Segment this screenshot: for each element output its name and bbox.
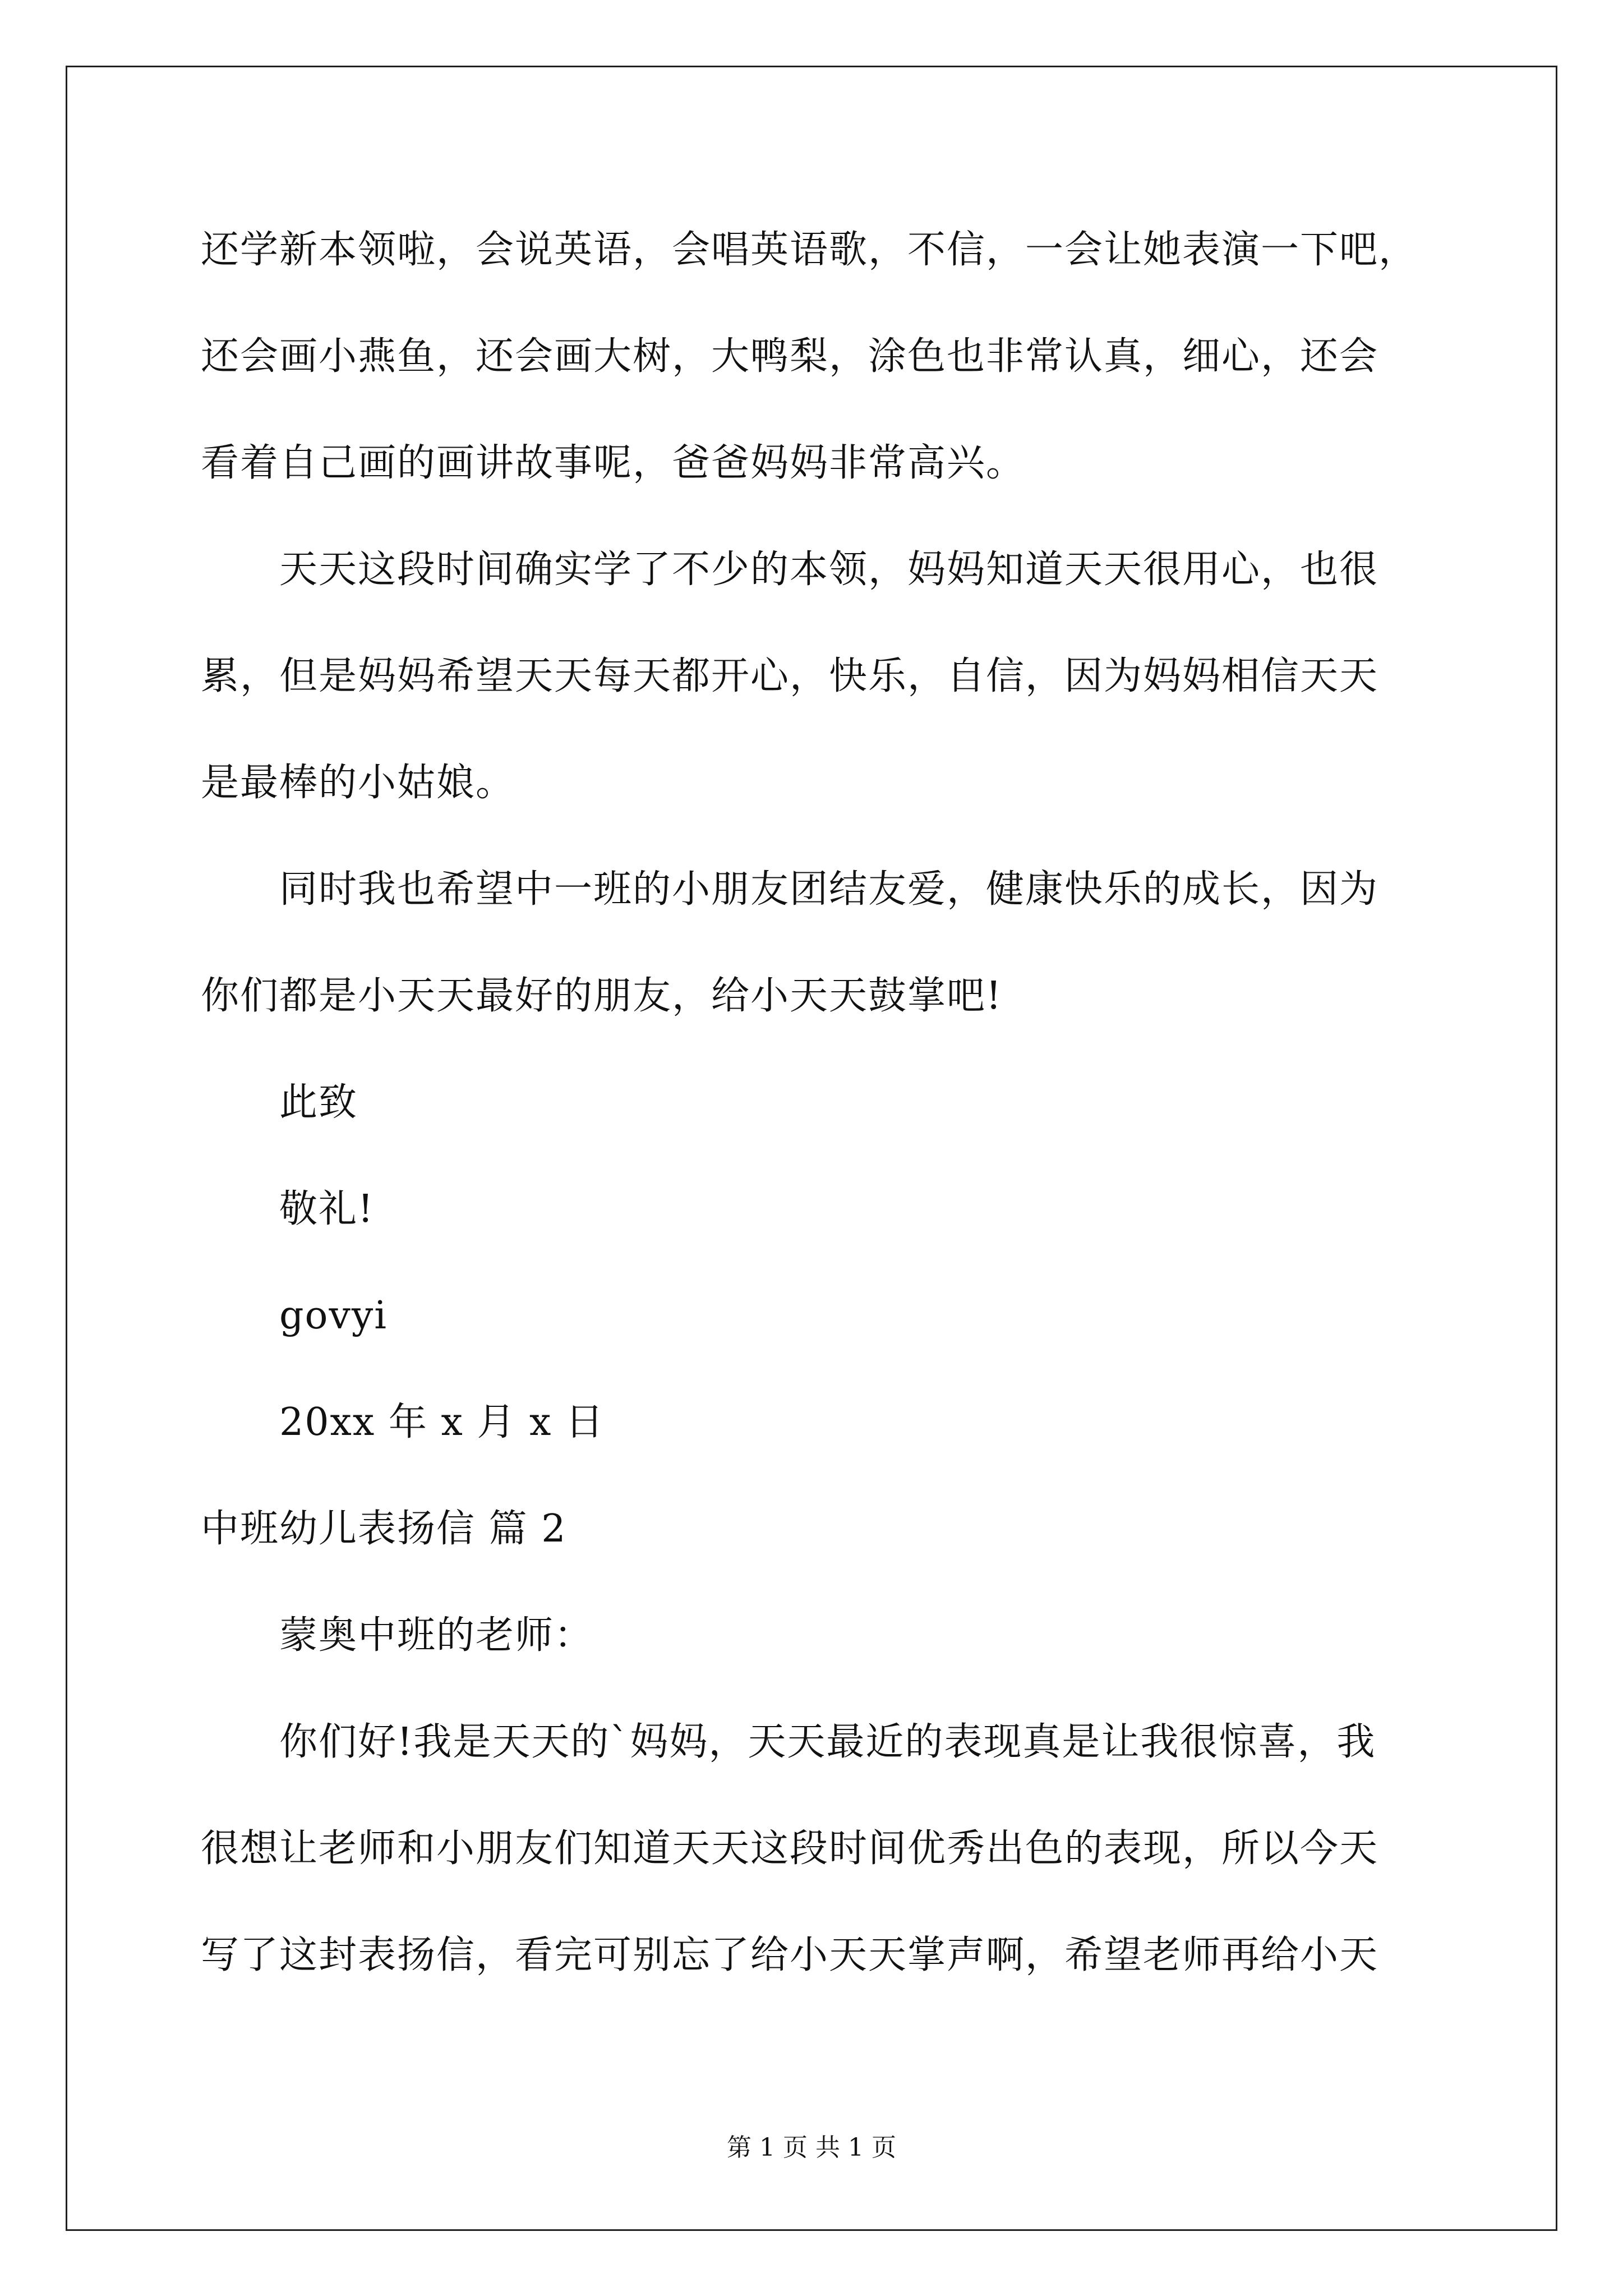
closing-salutation: 此致 (279, 1080, 358, 1125)
paragraph-line-4: 天天这段时间确实学了不少的本领，妈妈知道天天很用心，也很 (279, 547, 1379, 592)
paragraph-line-10: 很想让老师和小朋友们知道天天这段时间优秀出色的表现，所以今天 (201, 1826, 1379, 1871)
paragraph-line-3: 看着自己画的画讲故事呢，爸爸妈妈非常高兴。 (201, 441, 1026, 485)
paragraph-line-8: 你们都是小天天最好的朋友，给小天天鼓掌吧! (201, 974, 1003, 1018)
paragraph-line-11: 写了这封表扬信，看完可别忘了给小天天掌声啊，希望老师再给小天 (201, 1933, 1379, 1977)
paragraph-line-1: 还学新本领啦，会说英语，会唱英语歌，不信，一会让她表演一下吧， (201, 228, 1418, 272)
paragraph-line-6: 是最棒的小姑娘。 (201, 761, 515, 805)
paragraph-line-7: 同时我也希望中一班的小朋友团结友爱，健康快乐的成长，因为 (279, 867, 1379, 912)
paragraph-line-2: 还会画小燕鱼，还会画大树，大鸭梨，涂色也非常认真，细心，还会 (201, 334, 1379, 379)
paragraph-line-9: 你们好!我是天天的`妈妈，天天最近的表现真是让我很惊喜，我 (279, 1720, 1376, 1764)
section-heading: 中班幼儿表扬信 篇 2 (201, 1507, 567, 1551)
paragraph-line-5: 累，但是妈妈希望天天每天都开心，快乐，自信，因为妈妈相信天天 (201, 654, 1379, 698)
letter-greeting: 蒙奥中班的老师： (279, 1613, 594, 1658)
closing-regards: 敬礼! (279, 1187, 375, 1231)
signature: govyi (279, 1294, 388, 1338)
date-line: 20xx 年 x 月 x 日 (279, 1400, 605, 1444)
page-footer: 第 1 页 共 1 页 (727, 2133, 896, 2162)
page-border (66, 66, 1557, 2231)
